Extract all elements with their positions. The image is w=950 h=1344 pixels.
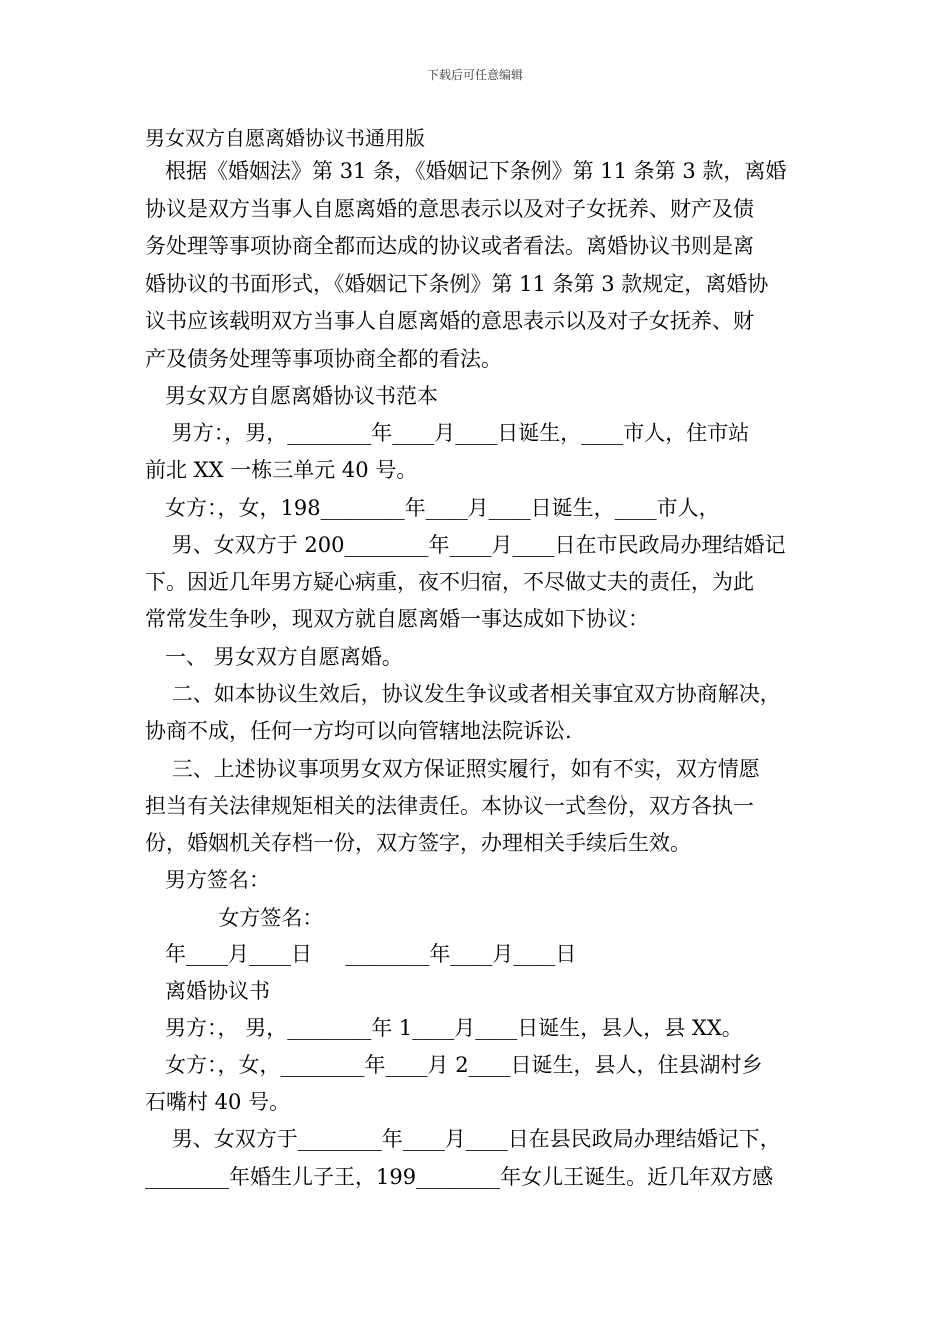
paragraph-line: 女方：，女，198________年____月____日诞生，____市人，: [145, 496, 720, 520]
paragraph-line: 男方：， 男，________年 1____月____日诞生，县人，县 XX。: [145, 1016, 743, 1040]
paragraph-line: 常常发生争吵，现双方就自愿离婚一事达成如下协议：: [145, 607, 649, 631]
paragraph-line: 务处理等事项协商全都而达成的协议或者看法。离婚协议书则是离: [145, 234, 754, 258]
paragraph-line: 担当有关法律规矩相关的法律责任。本协议一式叁份，双方各执一: [145, 794, 754, 818]
paragraph-line: 石嘴村 40 号。: [145, 1090, 291, 1114]
paragraph-line: 前北 XX 一栋三单元 40 号。: [145, 458, 418, 482]
paragraph-line: 男方：，男，________年____月____日诞生，____市人，住市站: [145, 421, 750, 445]
paragraph-line: 婚协议的书面形式，《婚姻记下条例》第 11 条第 3 款规定，离婚协: [145, 272, 769, 296]
paragraph-line: 一、 男女双方自愿离婚。: [145, 645, 403, 669]
paragraph-line: 三、上述协议事项男女双方保证照实履行，如有不实，双方情愿: [145, 757, 760, 781]
page-header: 下载后可任意编辑: [426, 68, 523, 82]
signature-label: 女方签名：: [145, 906, 324, 930]
document-title: 男女双方自愿离婚协议书通用版: [145, 126, 425, 150]
paragraph-line: 男、女双方于 200________年____月____日在市民政局办理结婚记: [145, 533, 786, 557]
paragraph-line: 份，婚姻机关存档一份，双方签字，办理相关手续后生效。: [145, 831, 691, 855]
paragraph-line: 根据《婚姻法》第 31 条，《婚姻记下条例》第 11 条第 3 款，离婚: [145, 159, 787, 183]
paragraph-line: 协商不成，任何一方均可以向管辖地法院诉讼.: [145, 719, 572, 743]
paragraph-line: 产及债务处理等事项协商全都的看法。: [145, 347, 502, 371]
paragraph-line: 二、如本协议生效后，协议发生争议或者相关事宜双方协商解决，: [145, 682, 781, 706]
section-heading: 离婚协议书: [145, 979, 271, 1003]
paragraph-line: 女方：，女，________年____月 2____日诞生，县人，住县湖村乡: [145, 1053, 763, 1077]
paragraph-line: 下。因近几年男方疑心病重，夜不归宿，不尽做丈夫的责任，为此: [145, 570, 754, 594]
paragraph-line: 男、女双方于________年____月____日在县民政局办理结婚记下，: [145, 1127, 781, 1151]
signature-label: 男方签名：: [145, 868, 271, 892]
section-heading: 男女双方自愿离婚协议书范本: [145, 384, 439, 408]
paragraph-line: 议书应该载明双方当事人自愿离婚的意思表示以及对子女抚养、财: [145, 309, 754, 333]
paragraph-line: ________年婚生儿子王，199________年女儿王诞生。近几年双方感: [145, 1165, 774, 1189]
date-line: 年____月____日 ________年____月____日: [145, 942, 577, 966]
paragraph-line: 协议是双方当事人自愿离婚的意思表示以及对子女抚养、财产及债: [145, 197, 754, 221]
